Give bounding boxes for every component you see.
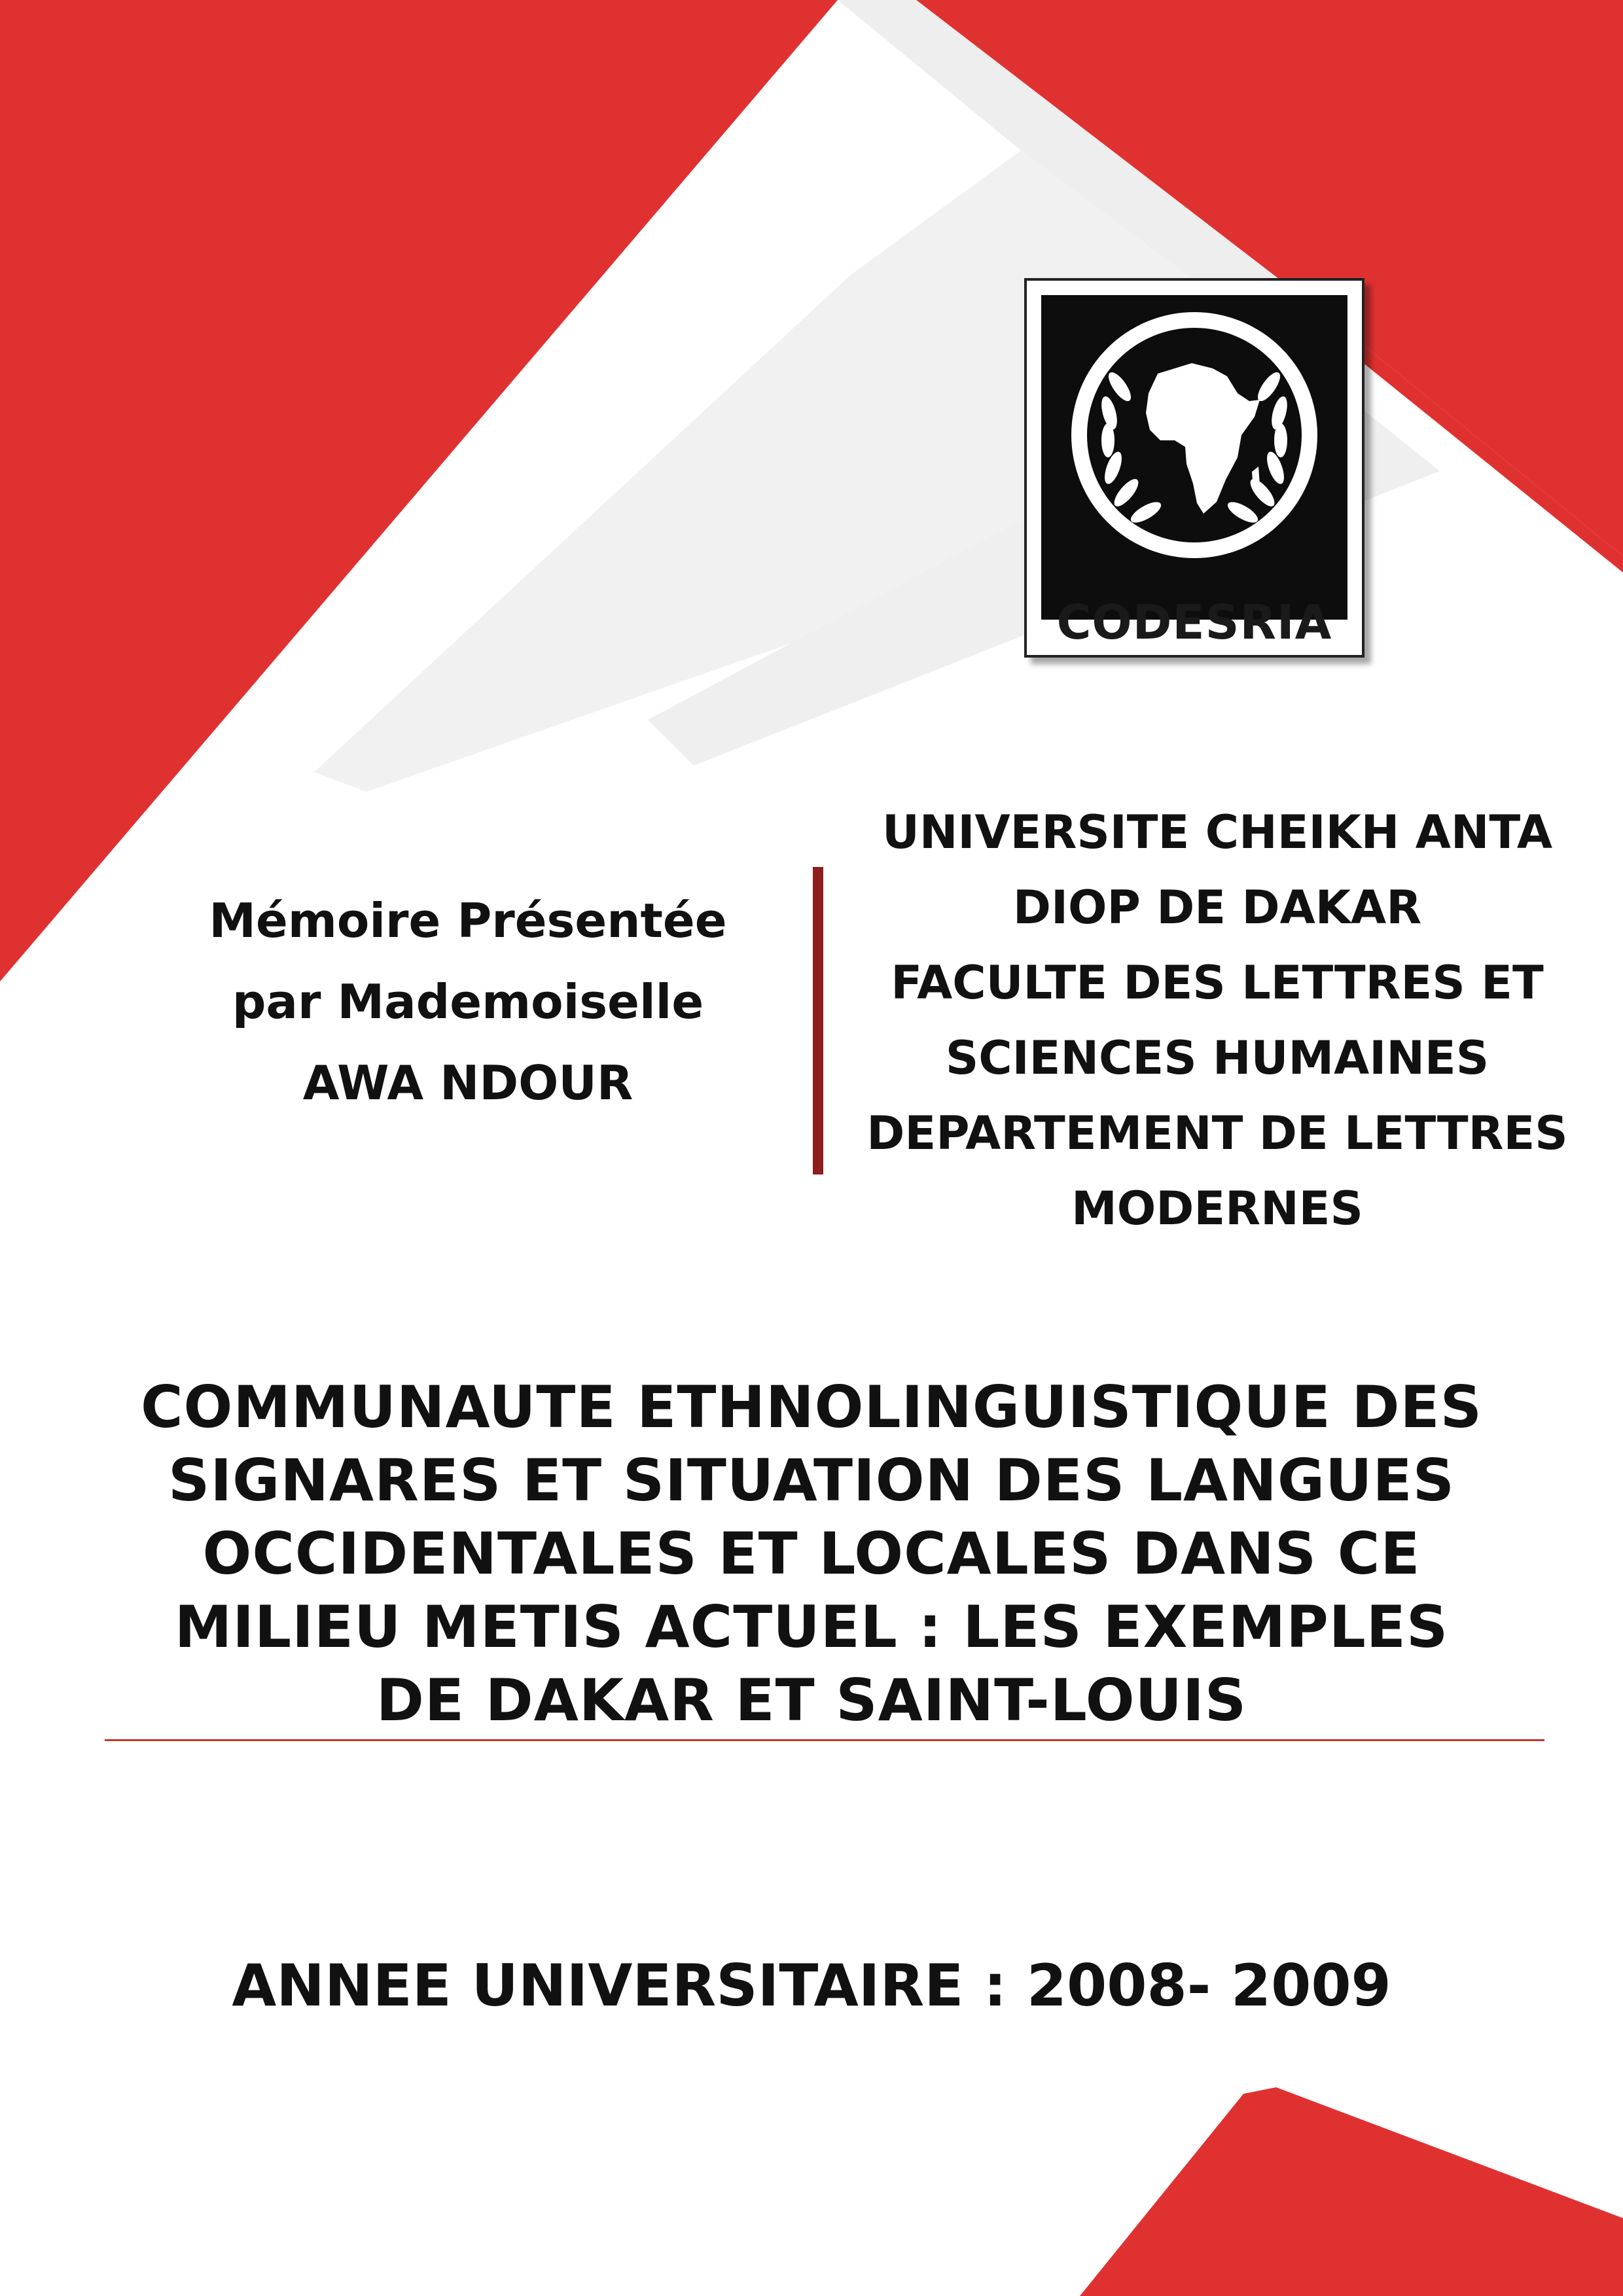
institution-line: DEPARTEMENT DE LETTRES (866, 1106, 1568, 1160)
presenter-line: Mémoire Présentée (209, 893, 727, 948)
institution-line: DIOP DE DAKAR (1012, 881, 1422, 934)
presenter-name: AWA NDOUR (302, 1055, 633, 1110)
title-line: COMMUNAUTE ETHNOLINGUISTIQUE DES (140, 1373, 1483, 1441)
logo-caption: CODESRIA (1056, 595, 1332, 650)
title-line: MILIEU METIS ACTUEL : LES EXEMPLES (174, 1593, 1449, 1661)
title-underline (105, 1739, 1544, 1741)
title-line: DE DAKAR ET SAINT-LOUIS (376, 1667, 1247, 1734)
title-line: OCCIDENTALES ET LOCALES DANS CE (202, 1520, 1421, 1587)
title-line: SIGNARES ET SITUATION DES LANGUES (168, 1447, 1455, 1514)
logo-black-panel (1041, 295, 1347, 620)
institution-line: UNIVERSITE CHEIKH ANTA (882, 805, 1553, 859)
institution-line: FACULTE DES LETTRES ET (891, 956, 1544, 1010)
institution-line: SCIENCES HUMAINES (945, 1031, 1489, 1085)
red-triangle-bottom-right (1080, 2087, 1623, 2296)
presenter-block (131, 880, 805, 1123)
thesis-title (79, 1371, 1544, 1737)
presenter-line: par Mademoiselle (232, 974, 704, 1029)
codesria-logo (1024, 278, 1364, 658)
africa-laurel-icon (1041, 295, 1347, 583)
institution-line: MODERNES (1071, 1182, 1363, 1235)
academic-year: ANNEE UNIVERSITAIRE : 2008- 2009 (232, 1952, 1391, 2019)
vertical-divider (813, 867, 823, 1174)
institution-block (825, 795, 1610, 1246)
